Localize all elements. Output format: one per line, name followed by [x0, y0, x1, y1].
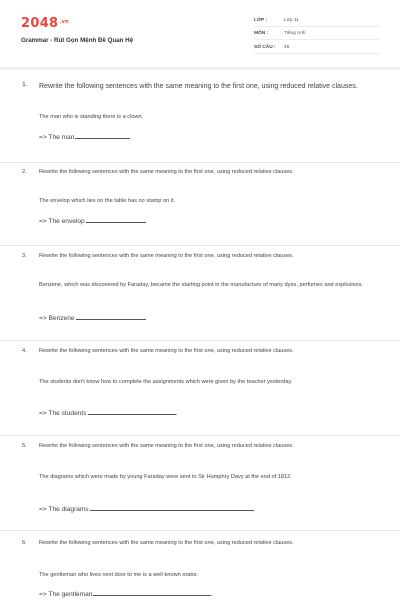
meta-label: LỚP :: [254, 18, 268, 23]
question-item: [0, 436, 400, 531]
answer-prefix: => The diagrams: [39, 506, 89, 513]
question-number: 2.: [22, 169, 27, 175]
question-sentence: The diagrams which were made by young Faraday were sent to Sir Humphry Davy at the end of 1812.: [39, 474, 292, 480]
document-title: Grammar - Rút Gọn Mệnh Đề Quan Hệ: [21, 37, 134, 44]
question-item: [0, 341, 400, 436]
question-instruction: Rewrite the following sentences with the same meaning to the first one, using reduced relative clauses.: [39, 540, 294, 546]
answer-prefix: => The students: [39, 410, 87, 417]
answer-blank[interactable]: [93, 590, 214, 598]
answer-line[interactable]: [39, 314, 146, 322]
meta-value: Lớp 11: [284, 18, 299, 23]
question-sentence: The man who is standing there is a clown.: [39, 114, 144, 120]
answer-prefix: => The envelop: [39, 218, 85, 225]
answer-line[interactable]: [39, 409, 177, 417]
question-item: [0, 531, 400, 600]
question-number: 5.: [22, 443, 27, 449]
meta-subject: [254, 28, 379, 40]
question-number: 6.: [22, 540, 27, 546]
answer-blank[interactable]: [90, 505, 254, 511]
answer-blank[interactable]: [76, 314, 146, 320]
answer-line[interactable]: [39, 217, 146, 225]
answer-line[interactable]: [39, 590, 213, 598]
question-instruction: Rewrite the following sentences with the same meaning to the first one, using reduced relative clauses.: [39, 83, 358, 90]
question-instruction: Rewrite the following sentences with the same meaning to the first one, using reduced relative clauses.: [39, 253, 294, 259]
logo-suffix: .vn: [59, 19, 70, 25]
question-number: 4.: [22, 348, 27, 354]
meta-value: Tiếng Anh: [284, 31, 306, 36]
meta-question-count: [254, 42, 379, 54]
question-number: 1.: [22, 81, 28, 88]
page-header: [0, 0, 400, 64]
question-number: 3.: [22, 253, 27, 259]
question-item: [0, 163, 400, 246]
answer-prefix: => The man: [39, 134, 75, 141]
question-sentence: The envelop which lies on the table has no stamp on it.: [39, 198, 176, 204]
answer-prefix: => Benzene: [39, 315, 75, 322]
meta-value: 45: [284, 45, 290, 50]
answer-line[interactable]: [39, 133, 130, 141]
answer-line[interactable]: [39, 505, 254, 513]
meta-label: MÔN :: [254, 31, 269, 36]
answer-blank[interactable]: [88, 409, 176, 415]
answer-prefix: => The gentleman: [39, 591, 93, 598]
question-item: [0, 246, 400, 341]
question-sentence: Benzene, which was discovered by Faraday, became the starting point in the manufacture of many dyes, perfumes and explosives.: [39, 282, 363, 288]
meta-label: SỐ CÂU :: [254, 45, 276, 50]
answer-blank[interactable]: [75, 133, 130, 139]
answer-suffix: .: [175, 410, 178, 417]
meta-class: [254, 15, 379, 27]
question-instruction: Rewrite the following sentences with the same meaning to the first one, using reduced relative clauses.: [39, 169, 294, 175]
question-sentence: The students don't know how to complete the assignments which were given by the teacher yesterday.: [39, 379, 293, 385]
answer-blank[interactable]: [86, 217, 146, 223]
question-instruction: Rewrite the following sentences with the same meaning to the first one, using reduced relative clauses.: [39, 443, 294, 449]
question-instruction: Rewrite the following sentences with the same meaning to the first one, using reduced relative clauses.: [39, 348, 294, 354]
site-logo[interactable]: $2048^{.vn}$: [21, 16, 70, 31]
answer-suffix: .: [211, 591, 214, 598]
question-sentence: The gentleman who lives next door to me is a well-known orator.: [39, 572, 199, 578]
question-item: [0, 70, 400, 163]
